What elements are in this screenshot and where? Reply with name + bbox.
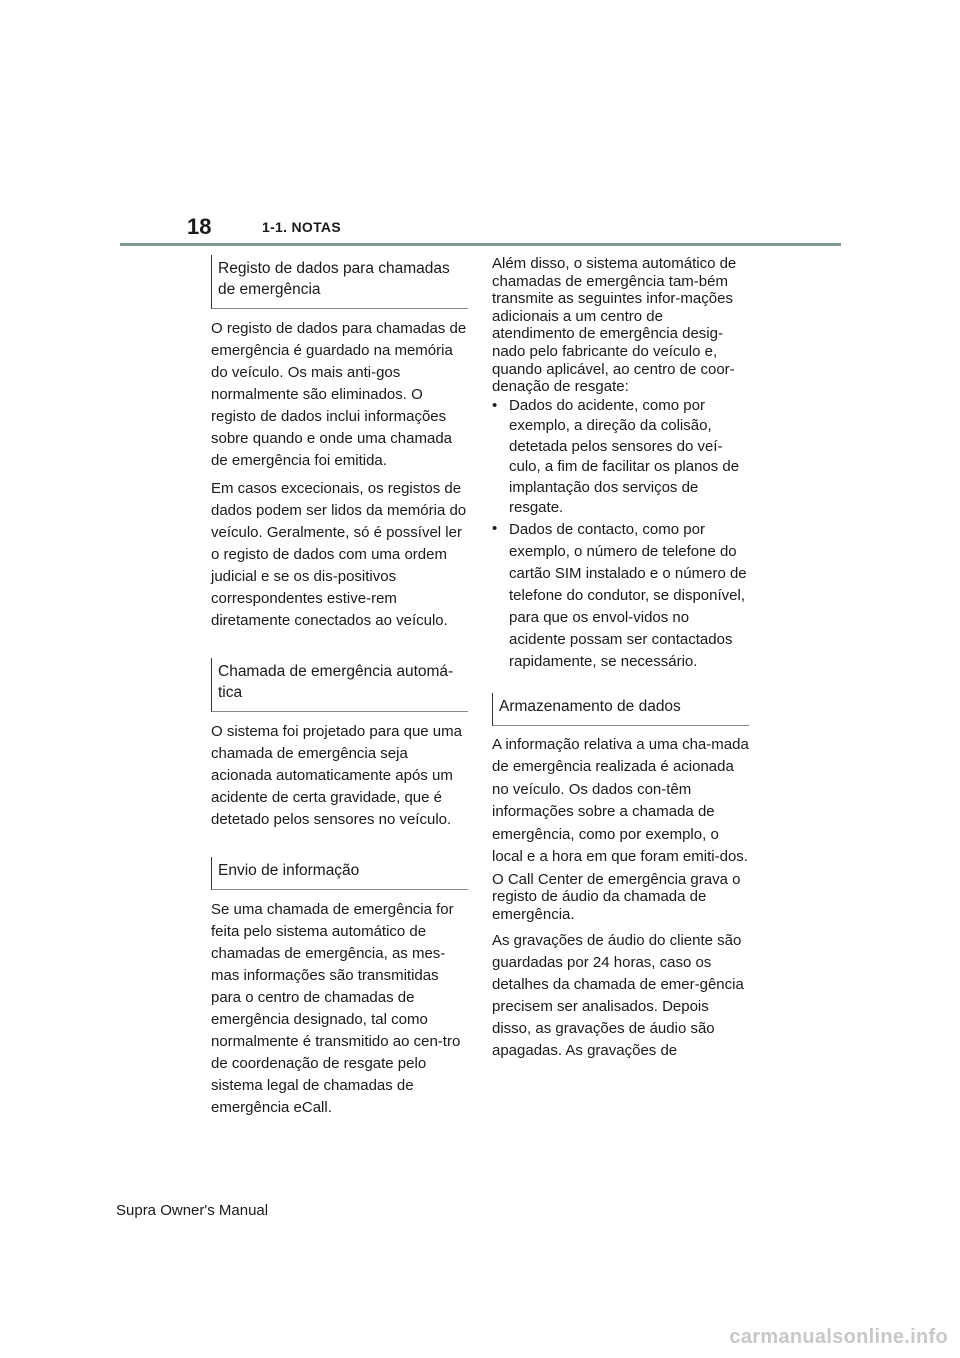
watermark: carmanualsonline.info xyxy=(729,1326,948,1348)
right-column xyxy=(492,255,749,1062)
paragraph-call-center-recording: O Call Center de emergência grava o registo de áudio da chamada de emergência. xyxy=(492,870,741,923)
paragraph-call-information: A informação relativa a uma cha-mada de emergência realizada é acionada no veículo. Os dados con-têm informações sobre a chamada de emergência, como por exemplo, o local e a hora em que foram emiti-dos. xyxy=(492,735,749,866)
paragraph-additional-info: Além disso, o sistema automático de chamadas de emergência tam-bém transmite as seguintes infor-mações adicionais a um centro de atendimento de emergência desig-nado pelo fabricante do veículo e, quando aplicável, ao centro de coor-denação de resgate: xyxy=(492,255,737,396)
paragraph-audio-recordings: As gravações de áudio do cliente são guardadas por 24 horas, caso os detalhes da chamada de emer-gência precisem ser analisados. Depois disso, as gravações de áudio são apagadas. As gravações de xyxy=(492,931,744,1059)
list-item xyxy=(492,396,749,519)
left-column xyxy=(211,255,468,1119)
footer-manual-title: Supra Owner's Manual xyxy=(116,1202,269,1219)
bullet-contact-data: Dados de contacto, como por exemplo, o número de telefone do cartão SIM instalado e o número de telefone do condutor, se disponível, para que os envol-vidos no acidente possam ser contactados rapidamente, se necessário. xyxy=(509,520,747,670)
heading-information-sending: Envio de informação xyxy=(211,857,468,890)
paragraph-system-designed: O sistema foi projetado para que uma chamada de emergência seja acionada automaticamente após um acidente de certa gravidade, que é detetado pelos sensores no veículo. xyxy=(211,723,462,828)
bullet-icon: • xyxy=(492,396,498,414)
heading-emergency-data-record: Registo de dados para chamadas de emergência xyxy=(211,255,468,309)
paragraph-exceptional-cases: Em casos excecionais, os registos de dados podem ser lidos da memória do veículo. Geralmente, só é possível ler o registo de dados com uma ordem judicial e se os dis-positivos correspondentes estive-rem diretamente conectados ao veículo. xyxy=(211,480,467,629)
page-number: 18 xyxy=(187,214,212,239)
bullet-accident-data: Dados do acidente, como por exemplo, a direção da colisão, detetada pelos sensores do veí-culo, a fim de facilitar os planos de implantação dos serviços de resgate. xyxy=(509,396,740,517)
list-item xyxy=(492,519,749,673)
paragraph-data-record: O registo de dados para chamadas de emergência é guardado na memória do veículo. Os mais anti-gos normalmente são eliminados. O registo de dados inclui informações sobre quando e onde uma chamada de emergência foi emitida. xyxy=(211,320,467,469)
heading-data-storage: Armazenamento de dados xyxy=(492,693,749,726)
section-title: 1-1. NOTAS xyxy=(262,219,341,235)
heading-automatic-emergency-call: Chamada de emergência automá-tica xyxy=(211,658,468,712)
bullet-icon: • xyxy=(492,519,498,537)
header-rule xyxy=(120,243,841,246)
paragraph-information-transmitted: Se uma chamada de emergência for feita pelo sistema automático de chamadas de emergência, as mes-mas informações são transmitidas para o centro de chamadas de emergência designado, tal como normalmente é transmitido ao cen-tro de coordenação de resgate pelo sistema legal de chamadas de emergência eCall. xyxy=(211,901,461,1116)
